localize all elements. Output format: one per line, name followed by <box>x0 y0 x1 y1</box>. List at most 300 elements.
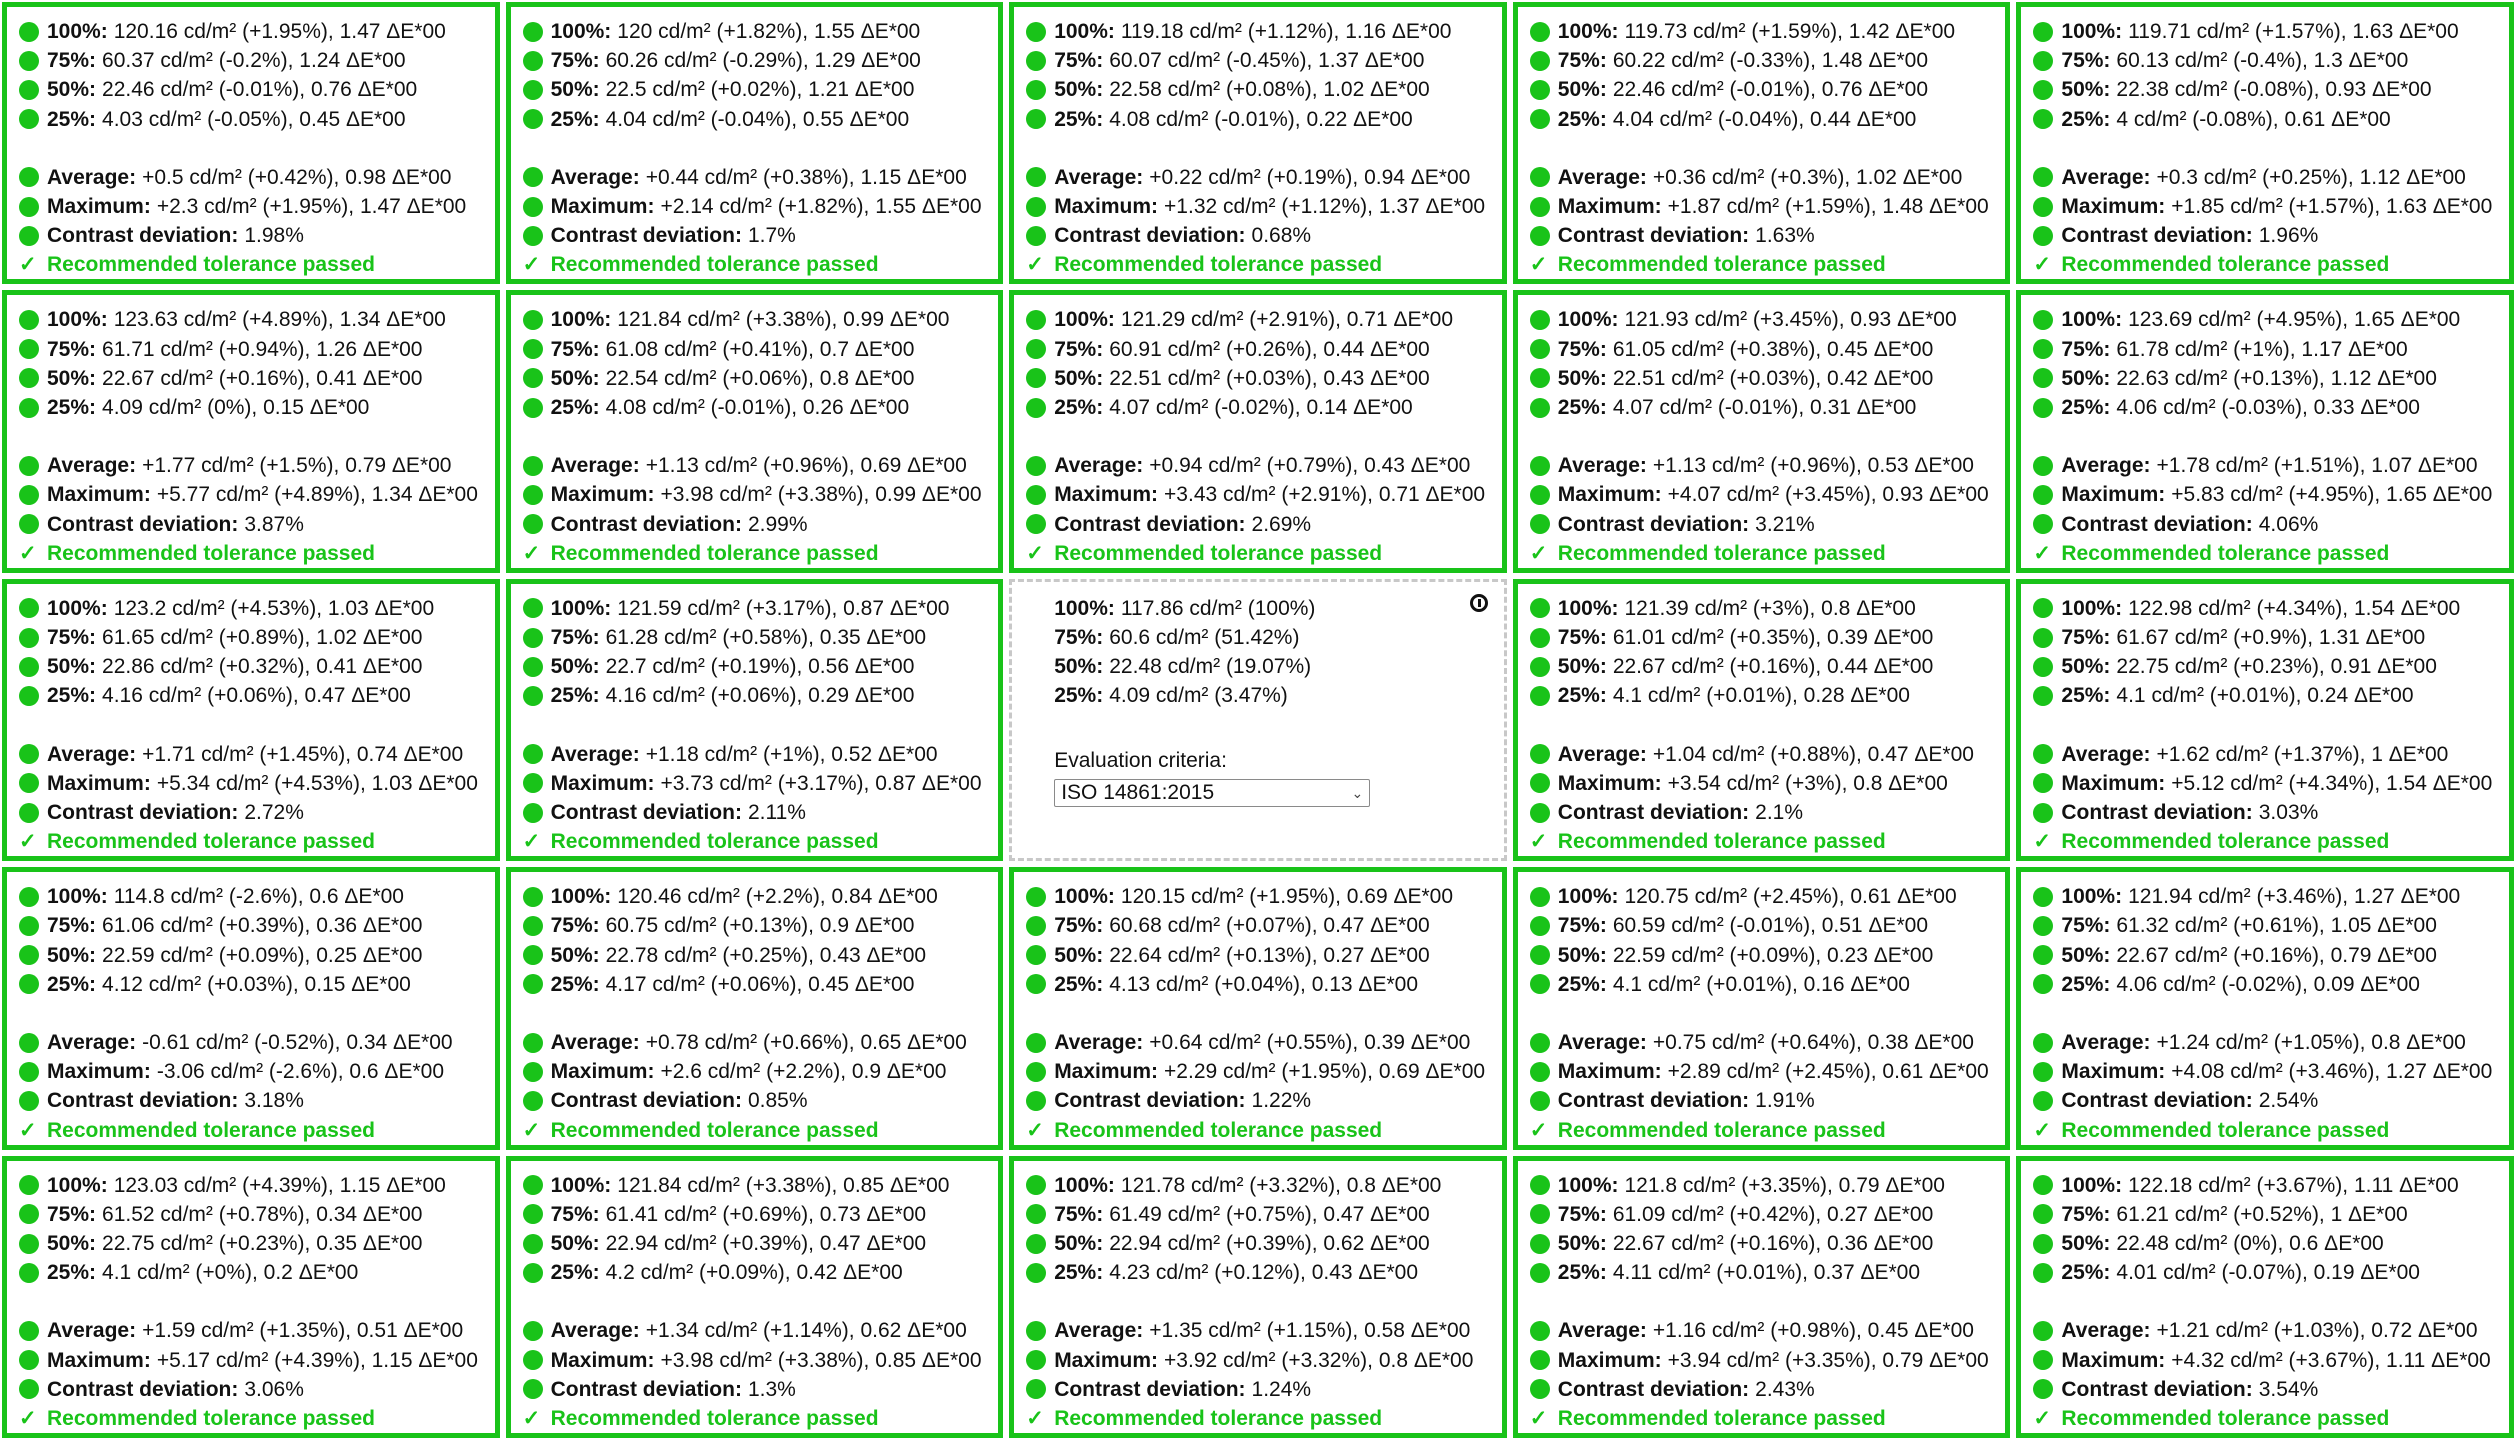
value-maximum: +5.83 cd/m² (+4.95%), 1.65 ΔE*00 <box>2171 483 2493 507</box>
value-25: 4.08 cd/m² (-0.01%), 0.26 ΔE*00 <box>605 395 910 419</box>
row-average <box>523 1316 987 1345</box>
value-average: +1.16 cd/m² (+0.98%), 0.45 ΔE*00 <box>1652 1319 1974 1343</box>
status-dot-icon <box>1530 1350 1550 1370</box>
value-average: +0.22 cd/m² (+0.19%), 0.94 ΔE*00 <box>1149 165 1471 189</box>
status-dot-icon <box>2033 1175 2053 1195</box>
row-75 <box>19 46 483 75</box>
value-average: +0.3 cd/m² (+0.25%), 1.12 ΔE*00 <box>2156 165 2466 189</box>
label-contrast: Contrast deviation: <box>1557 512 1750 536</box>
row-contrast <box>19 798 483 827</box>
value-average: +1.35 cd/m² (+1.15%), 0.58 ΔE*00 <box>1149 1319 1471 1343</box>
status-dot-icon <box>2033 628 2053 648</box>
value-maximum: +5.17 cd/m² (+4.39%), 1.15 ΔE*00 <box>156 1348 478 1372</box>
row-25 <box>523 393 987 422</box>
uniformity-cell <box>506 1156 1004 1438</box>
row-25 <box>2033 970 2497 999</box>
row-contrast <box>1530 1375 1994 1404</box>
value-100: 122.18 cd/m² (+3.67%), 1.11 ΔE*00 <box>2128 1173 2459 1197</box>
value-maximum: +2.29 cd/m² (+1.95%), 0.69 ΔE*00 <box>1164 1060 1486 1084</box>
value-contrast: 3.54% <box>2258 1377 2319 1401</box>
tolerance-passed: Recommended tolerance passed <box>2061 541 2390 565</box>
label-50: 50%: <box>1557 1231 1607 1255</box>
label-maximum: Maximum: <box>1054 1060 1159 1084</box>
row-100 <box>19 882 483 911</box>
label-50: 50%: <box>550 78 600 102</box>
status-dot-icon <box>1530 22 1550 42</box>
status-dot-icon <box>19 167 39 187</box>
row-maximum <box>1530 769 1994 798</box>
row-contrast <box>1026 221 1490 250</box>
label-25: 25%: <box>2061 107 2111 131</box>
label-50: 50%: <box>550 655 600 679</box>
ref-row-25 <box>1050 681 1464 710</box>
label-contrast: Contrast deviation: <box>2061 512 2253 536</box>
tolerance-passed: Recommended tolerance passed <box>47 253 375 277</box>
status-dot-icon <box>1530 657 1550 677</box>
value-50: 22.7 cd/m² (+0.19%), 0.56 ΔE*00 <box>605 655 915 679</box>
status-dot-icon <box>19 916 39 936</box>
label-100: 100%: <box>550 308 612 332</box>
status-dot-icon <box>1530 1204 1550 1224</box>
status-dot-icon <box>19 974 39 994</box>
row-contrast <box>2033 1086 2497 1115</box>
row-50 <box>523 1229 987 1258</box>
tolerance-passed: Recommended tolerance passed <box>1054 541 1383 565</box>
label-average: Average: <box>2061 454 2151 478</box>
value-75: 61.01 cd/m² (+0.35%), 0.39 ΔE*00 <box>1612 625 1934 649</box>
chevron-down-icon: ⌄ <box>1351 784 1364 801</box>
value-25: 4.23 cd/m² (+0.12%), 0.43 ΔE*00 <box>1109 1261 1418 1285</box>
value-maximum: +4.08 cd/m² (+3.46%), 1.27 ΔE*00 <box>2171 1060 2493 1084</box>
row-100 <box>523 594 987 623</box>
label-average: Average: <box>1557 1030 1647 1054</box>
status-dot-icon <box>2033 226 2053 246</box>
status-dot-icon <box>1530 226 1550 246</box>
uniformity-cell <box>2016 290 2514 572</box>
label-average: Average: <box>1054 454 1144 478</box>
row-tolerance <box>2033 539 2497 568</box>
row-average <box>1530 451 1994 480</box>
label-50: 50%: <box>47 943 97 967</box>
value-contrast: 1.24% <box>1251 1377 1312 1401</box>
row-average <box>2033 1316 2497 1345</box>
value-contrast: 3.03% <box>2258 800 2319 824</box>
label-50: 50%: <box>2061 655 2111 679</box>
value-contrast: 1.7% <box>747 224 796 248</box>
uniformity-cell <box>1009 1156 1507 1438</box>
value-50: 22.75 cd/m² (+0.23%), 0.91 ΔE*00 <box>2116 655 2437 679</box>
tolerance-passed: Recommended tolerance passed <box>1557 1118 1886 1142</box>
label-75: 75%: <box>47 49 97 73</box>
value-average: +1.71 cd/m² (+1.45%), 0.74 ΔE*00 <box>142 742 464 766</box>
status-dot-icon <box>523 1321 543 1341</box>
value-average: +1.13 cd/m² (+0.96%), 0.69 ΔE*00 <box>645 454 967 478</box>
status-dot-icon <box>19 803 39 823</box>
status-dot-icon <box>2033 368 2053 388</box>
status-dot-icon <box>19 887 39 907</box>
row-tolerance <box>1530 827 1994 856</box>
uniformity-cell <box>2016 867 2514 1149</box>
status-dot-icon <box>2033 22 2053 42</box>
tolerance-passed: Recommended tolerance passed <box>2061 1118 2390 1142</box>
row-50 <box>19 941 483 970</box>
label-75: 75%: <box>47 914 97 938</box>
label-75: 75%: <box>550 1202 600 1226</box>
label-maximum: Maximum: <box>550 1348 655 1372</box>
status-dot-icon <box>19 686 39 706</box>
label-25: 25%: <box>2061 972 2111 996</box>
label-contrast: Contrast deviation: <box>47 800 239 824</box>
status-dot-icon <box>2033 398 2053 418</box>
row-average <box>1530 1316 1994 1345</box>
value-75: 60.68 cd/m² (+0.07%), 0.47 ΔE*00 <box>1109 914 1430 938</box>
value-maximum: +2.3 cd/m² (+1.95%), 1.47 ΔE*00 <box>156 194 467 218</box>
value-average: +1.24 cd/m² (+1.05%), 0.8 ΔE*00 <box>2156 1030 2466 1054</box>
value-contrast: 2.69% <box>1251 512 1312 536</box>
uniformity-cell <box>1009 2 1507 284</box>
row-25 <box>2033 105 2497 134</box>
status-dot-icon <box>19 197 39 217</box>
status-dot-icon <box>19 310 39 330</box>
label-75: 75%: <box>1557 625 1607 649</box>
label-25: 25%: <box>1557 684 1607 708</box>
status-dot-icon <box>523 226 543 246</box>
check-icon: ✓ <box>2033 253 2051 277</box>
value-100: 119.18 cd/m² (+1.12%), 1.16 ΔE*00 <box>1120 20 1452 43</box>
value-75: 61.21 cd/m² (+0.52%), 1 ΔE*00 <box>2116 1202 2408 1226</box>
value-contrast: 1.91% <box>1755 1089 1815 1113</box>
value-100: 123.03 cd/m² (+4.39%), 1.15 ΔE*00 <box>113 1173 446 1197</box>
value-maximum: +2.6 cd/m² (+2.2%), 0.9 ΔE*00 <box>660 1060 947 1084</box>
uniformity-cell <box>2 579 500 861</box>
check-icon: ✓ <box>522 541 541 565</box>
row-25 <box>1530 393 1994 422</box>
status-dot-icon <box>1530 197 1550 217</box>
status-dot-icon <box>1530 916 1550 936</box>
value-100: 119.71 cd/m² (+1.57%), 1.63 ΔE*00 <box>2128 20 2459 43</box>
label-maximum: Maximum: <box>2061 1060 2166 1084</box>
row-maximum <box>19 1057 483 1086</box>
status-dot-icon <box>523 310 543 330</box>
status-dot-icon <box>19 485 39 505</box>
value-50: 22.48 cd/m² (0%), 0.6 ΔE*00 <box>2116 1231 2384 1255</box>
label-average: Average: <box>550 1030 640 1054</box>
status-dot-icon <box>1530 398 1550 418</box>
status-dot-icon <box>2033 974 2053 994</box>
status-dot-icon <box>523 1204 543 1224</box>
label-100: 100%: <box>550 20 612 43</box>
value-100: 120 cd/m² (+1.82%), 1.55 ΔE*00 <box>617 20 921 43</box>
status-dot-icon <box>19 22 39 42</box>
value-50: 22.46 cd/m² (-0.01%), 0.76 ΔE*00 <box>102 78 418 102</box>
status-dot-icon <box>19 945 39 965</box>
row-50 <box>2033 941 2497 970</box>
label-contrast: Contrast deviation: <box>1054 1089 1246 1113</box>
value-50: 22.59 cd/m² (+0.09%), 0.23 ΔE*00 <box>1612 943 1934 967</box>
check-icon: ✓ <box>2033 1406 2051 1430</box>
row-tolerance <box>2033 827 2497 856</box>
status-dot-icon <box>523 598 543 618</box>
tolerance-passed: Recommended tolerance passed <box>550 541 879 565</box>
status-dot-icon <box>523 167 543 187</box>
status-dot-icon <box>1530 51 1550 71</box>
label-100: 100%: <box>47 596 108 620</box>
row-50 <box>2033 364 2497 393</box>
label-50: 50%: <box>47 1231 97 1255</box>
label-contrast: Contrast deviation: <box>47 224 239 248</box>
row-maximum <box>523 1057 987 1086</box>
info-icon[interactable] <box>1470 594 1488 612</box>
label-25: 25%: <box>1054 1261 1104 1285</box>
row-100 <box>523 1171 987 1200</box>
value-25: 4.1 cd/m² (+0.01%), 0.24 ΔE*00 <box>2116 684 2414 708</box>
label-maximum: Maximum: <box>47 771 151 795</box>
row-25 <box>523 1258 987 1287</box>
label-contrast: Contrast deviation: <box>1557 224 1750 248</box>
status-dot-icon <box>1530 109 1550 129</box>
evaluation-criteria-select[interactable] <box>1054 779 1370 807</box>
label-100: 100%: <box>2061 308 2123 332</box>
status-dot-icon <box>1026 456 1046 476</box>
status-dot-icon <box>1530 80 1550 100</box>
check-icon: ✓ <box>1529 253 1548 277</box>
value-75: 61.71 cd/m² (+0.94%), 1.26 ΔE*00 <box>102 337 423 361</box>
row-tolerance <box>2033 1404 2497 1433</box>
row-tolerance <box>19 1404 483 1433</box>
row-maximum <box>19 1346 483 1375</box>
status-dot-icon <box>1530 1379 1550 1399</box>
value-100: 122.98 cd/m² (+4.34%), 1.54 ΔE*00 <box>2128 596 2461 620</box>
check-icon: ✓ <box>1026 1406 1044 1430</box>
status-dot-icon <box>1530 744 1550 764</box>
row-25 <box>523 970 987 999</box>
row-tolerance <box>1530 250 1994 279</box>
value-50: 22.51 cd/m² (+0.03%), 0.42 ΔE*00 <box>1612 366 1934 390</box>
label-maximum: Maximum: <box>2061 194 2166 218</box>
status-dot-icon <box>2033 1033 2053 1053</box>
value-75: 60.37 cd/m² (-0.2%), 1.24 ΔE*00 <box>102 49 406 73</box>
row-contrast <box>2033 510 2497 539</box>
value-75: 60.13 cd/m² (-0.4%), 1.3 ΔE*00 <box>2116 49 2409 73</box>
tolerance-passed: Recommended tolerance passed <box>47 1118 375 1142</box>
label-50: 50%: <box>1054 655 1104 679</box>
row-maximum <box>523 192 987 221</box>
row-25 <box>1026 393 1490 422</box>
value-average: +1.77 cd/m² (+1.5%), 0.79 ΔE*00 <box>142 454 452 478</box>
status-dot-icon <box>19 456 39 476</box>
row-75 <box>2033 1200 2497 1229</box>
value-100: 121.94 cd/m² (+3.46%), 1.27 ΔE*00 <box>2128 885 2461 909</box>
status-dot-icon <box>1530 598 1550 618</box>
label-maximum: Maximum: <box>550 1060 655 1084</box>
value-average: +1.04 cd/m² (+0.88%), 0.47 ΔE*00 <box>1652 742 1974 766</box>
value-contrast: 1.96% <box>2258 224 2319 248</box>
row-tolerance <box>1530 539 1994 568</box>
value-100: 121.29 cd/m² (+2.91%), 0.71 ΔE*00 <box>1120 308 1454 332</box>
status-dot-icon <box>1026 197 1046 217</box>
row-75 <box>2033 623 2497 652</box>
value-contrast: 0.85% <box>747 1089 808 1113</box>
row-50 <box>2033 1229 2497 1258</box>
row-100 <box>19 305 483 334</box>
status-dot-icon <box>523 1033 543 1053</box>
value-25: 4.12 cd/m² (+0.03%), 0.15 ΔE*00 <box>102 972 411 996</box>
row-75 <box>1026 911 1490 940</box>
value-average: +0.44 cd/m² (+0.38%), 1.15 ΔE*00 <box>645 165 967 189</box>
value-maximum: +3.43 cd/m² (+2.91%), 0.71 ΔE*00 <box>1164 483 1486 507</box>
label-contrast: Contrast deviation: <box>1557 800 1750 824</box>
status-dot-icon <box>1026 1350 1046 1370</box>
row-100 <box>1026 305 1490 334</box>
row-75 <box>1530 1200 1994 1229</box>
status-dot-icon <box>523 974 543 994</box>
value-25: 4.11 cd/m² (+0.01%), 0.37 ΔE*00 <box>1612 1261 1921 1285</box>
label-25: 25%: <box>47 395 97 419</box>
label-100: 100%: <box>2061 885 2123 909</box>
label-maximum: Maximum: <box>1054 1348 1159 1372</box>
row-maximum <box>1026 1346 1490 1375</box>
status-dot-icon <box>523 51 543 71</box>
row-average <box>19 1316 483 1345</box>
row-average <box>1530 1028 1994 1057</box>
label-75: 75%: <box>1054 625 1104 649</box>
check-icon: ✓ <box>19 830 37 854</box>
status-dot-icon <box>523 744 543 764</box>
row-tolerance <box>523 1116 987 1145</box>
row-50 <box>1026 364 1490 393</box>
status-dot-icon <box>1026 887 1046 907</box>
row-average <box>523 163 987 192</box>
row-average <box>523 451 987 480</box>
value-maximum: +4.32 cd/m² (+3.67%), 1.11 ΔE*00 <box>2171 1348 2491 1372</box>
label-100: 100%: <box>1054 596 1115 620</box>
label-maximum: Maximum: <box>550 194 655 218</box>
tolerance-passed: Recommended tolerance passed <box>1054 1406 1383 1430</box>
ref-row-50 <box>1050 652 1464 681</box>
row-contrast <box>523 798 987 827</box>
value-25: 4.01 cd/m² (-0.07%), 0.19 ΔE*00 <box>2116 1261 2420 1285</box>
value-100: 123.2 cd/m² (+4.53%), 1.03 ΔE*00 <box>113 596 435 620</box>
status-dot-icon <box>1530 1062 1550 1082</box>
value-100: 119.73 cd/m² (+1.59%), 1.42 ΔE*00 <box>1624 20 1956 43</box>
row-contrast <box>1026 1086 1490 1115</box>
status-dot-icon <box>2033 197 2053 217</box>
row-25 <box>1530 970 1994 999</box>
row-100 <box>2033 1171 2497 1200</box>
row-100 <box>19 17 483 46</box>
status-dot-icon <box>1530 167 1550 187</box>
label-maximum: Maximum: <box>47 483 151 507</box>
row-75 <box>19 1200 483 1229</box>
label-maximum: Maximum: <box>1557 483 1662 507</box>
row-tolerance <box>523 827 987 856</box>
row-75 <box>2033 911 2497 940</box>
status-dot-icon <box>523 80 543 100</box>
label-50: 50%: <box>47 78 97 102</box>
label-maximum: Maximum: <box>47 1348 151 1372</box>
label-average: Average: <box>550 742 640 766</box>
status-dot-icon <box>1026 1379 1046 1399</box>
status-dot-icon <box>1026 485 1046 505</box>
label-average: Average: <box>47 454 137 478</box>
status-dot-icon <box>19 598 39 618</box>
row-25 <box>1026 1258 1490 1287</box>
status-dot-icon <box>1026 1204 1046 1224</box>
value-maximum: +1.87 cd/m² (+1.59%), 1.48 ΔE*00 <box>1667 194 1989 218</box>
row-75 <box>523 911 987 940</box>
value-average: +1.18 cd/m² (+1%), 0.52 ΔE*00 <box>645 742 938 766</box>
status-dot-icon <box>1530 368 1550 388</box>
status-dot-icon <box>523 1263 543 1283</box>
status-dot-icon <box>523 657 543 677</box>
value-25: 4.09 cd/m² (0%), 0.15 ΔE*00 <box>102 395 370 419</box>
row-25 <box>523 105 987 134</box>
label-75: 75%: <box>1054 337 1104 361</box>
label-25: 25%: <box>1557 395 1607 419</box>
row-tolerance <box>523 1404 987 1433</box>
check-icon: ✓ <box>1026 253 1044 277</box>
value-100: 120.16 cd/m² (+1.95%), 1.47 ΔE*00 <box>113 20 446 43</box>
label-average: Average: <box>1557 454 1647 478</box>
label-average: Average: <box>2061 1319 2151 1343</box>
value-100: 123.69 cd/m² (+4.95%), 1.65 ΔE*00 <box>2128 308 2461 332</box>
row-75 <box>1530 911 1994 940</box>
label-100: 100%: <box>550 1173 612 1197</box>
status-dot-icon <box>523 368 543 388</box>
status-dot-icon <box>2033 1204 2053 1224</box>
label-25: 25%: <box>550 684 600 708</box>
status-dot-icon <box>1530 1033 1550 1053</box>
row-100 <box>1026 17 1490 46</box>
row-100 <box>2033 882 2497 911</box>
check-icon: ✓ <box>19 541 37 565</box>
evaluation-criteria-label: Evaluation criteria: <box>1054 748 1227 772</box>
status-dot-icon <box>2033 51 2053 71</box>
label-maximum: Maximum: <box>1054 483 1159 507</box>
status-dot-icon <box>1026 398 1046 418</box>
value-75: 61.32 cd/m² (+0.61%), 1.05 ΔE*00 <box>2116 914 2437 938</box>
value-contrast: 1.22% <box>1251 1089 1312 1113</box>
value-average: +0.5 cd/m² (+0.42%), 0.98 ΔE*00 <box>142 165 452 189</box>
value-average: +1.34 cd/m² (+1.14%), 0.62 ΔE*00 <box>645 1319 967 1343</box>
row-tolerance <box>2033 1116 2497 1145</box>
row-50 <box>523 652 987 681</box>
label-25: 25%: <box>47 972 97 996</box>
status-dot-icon <box>19 1204 39 1224</box>
value-50: 22.75 cd/m² (+0.23%), 0.35 ΔE*00 <box>102 1231 423 1255</box>
status-dot-icon <box>1026 80 1046 100</box>
row-average <box>523 1028 987 1057</box>
status-dot-icon <box>19 339 39 359</box>
label-contrast: Contrast deviation: <box>550 1089 742 1113</box>
status-dot-icon <box>19 1379 39 1399</box>
status-dot-icon <box>2033 80 2053 100</box>
check-icon: ✓ <box>19 253 37 277</box>
value-average: +0.94 cd/m² (+0.79%), 0.43 ΔE*00 <box>1149 454 1471 478</box>
label-50: 50%: <box>1054 366 1104 390</box>
status-dot-icon <box>523 803 543 823</box>
label-maximum: Maximum: <box>2061 1348 2166 1372</box>
row-50 <box>19 1229 483 1258</box>
status-dot-icon <box>1026 916 1046 936</box>
value-100: 121.59 cd/m² (+3.17%), 0.87 ΔE*00 <box>617 596 950 620</box>
status-dot-icon <box>19 1091 39 1111</box>
row-maximum <box>1530 480 1994 509</box>
row-75 <box>2033 46 2497 75</box>
status-dot-icon <box>523 456 543 476</box>
value-25: 4.13 cd/m² (+0.04%), 0.13 ΔE*00 <box>1109 972 1418 996</box>
label-50: 50%: <box>550 366 600 390</box>
